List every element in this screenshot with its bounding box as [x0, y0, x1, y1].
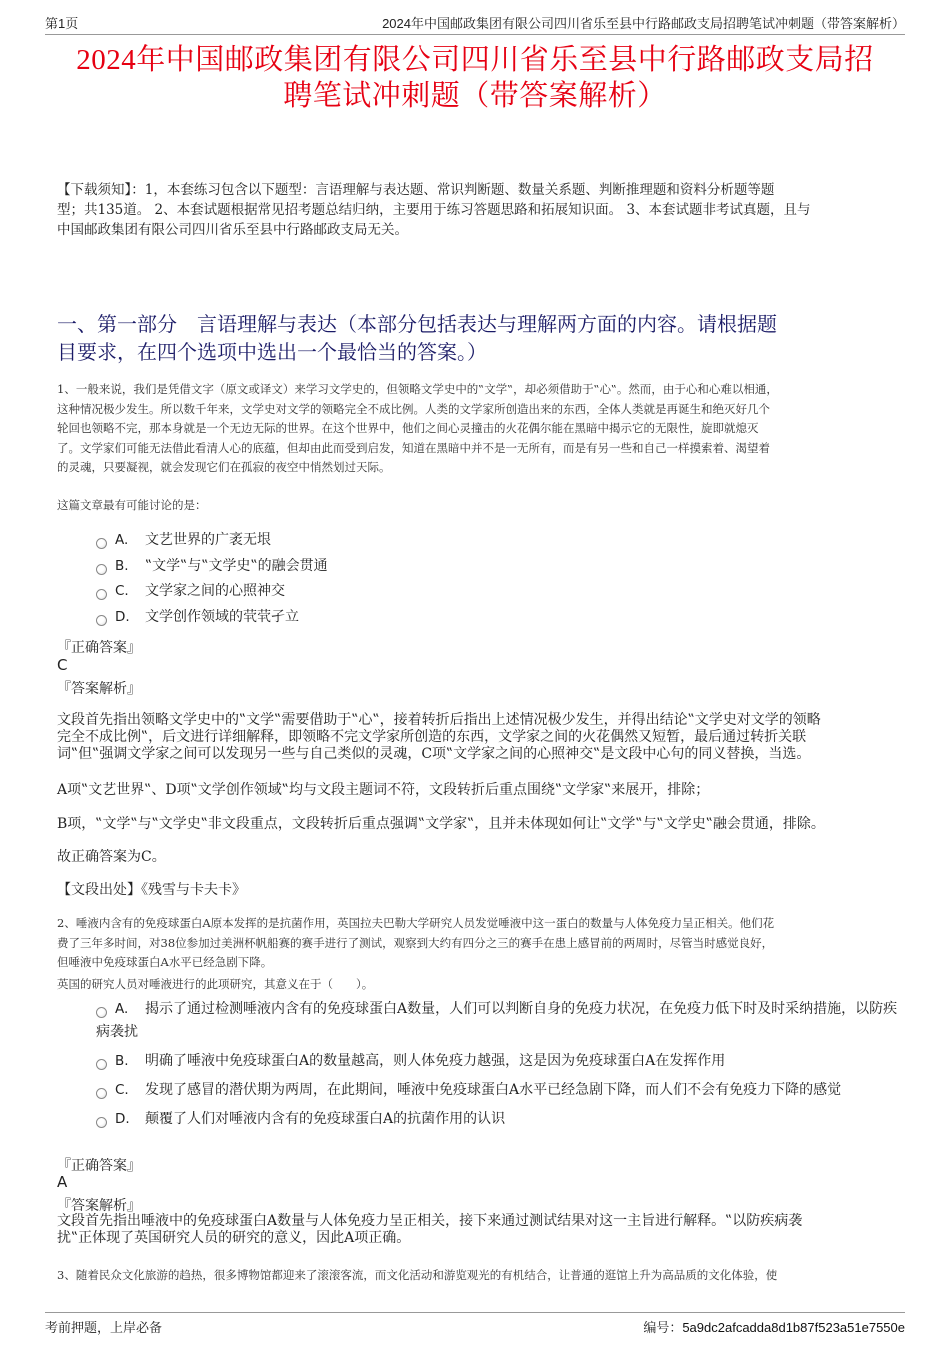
stem-line: 的灵魂，只要凝视，就会发现它们在孤寂的夜空中悄然划过天际。 [57, 460, 391, 474]
section-heading-line: 目要求，在四个选项中选出一个最恰当的答案。） [57, 340, 487, 364]
stem-line: 轮回也领略不完，那本身就是一个无边无际的世界。在这个世界中，他们之间心灵撞击的火花偶尔能在黑暗中揭示它的无限性，旋即就熄灭 [57, 421, 759, 435]
option-b[interactable] [96, 1050, 898, 1073]
option-letter: A. [115, 532, 129, 548]
option-letter: C. [115, 1082, 129, 1098]
radio-icon[interactable] [96, 538, 107, 549]
notice-line: 【下载须知】：1，本套练习包含以下题型：言语理解与表达题、常识判断题、数量关系题、判断推理题和资料分析题等题 [57, 182, 775, 198]
stem-line: 费了三年多时间，对38位参加过美洲杯帆船赛的赛手进行了测试，观察到大约有四分之三的赛手在患上感冒前的两周时，尽管当时感觉良好， [57, 935, 774, 950]
footer-slogan: 考前押题，上岸必备 [45, 1320, 163, 1335]
radio-icon[interactable] [96, 589, 107, 600]
question-2-prompt: 英国的研究人员对唾液进行的此项研究，其意义在于（ ）。 [57, 977, 374, 991]
notice-line: 中国邮政集团有限公司四川省乐至县中行路邮政支局无关。 [57, 222, 408, 238]
radio-icon[interactable] [96, 615, 107, 626]
analysis-label: 『答案解析』 [57, 1198, 141, 1214]
document-code [643, 1317, 905, 1336]
option-text: 明确了唾液中免疫球蛋白A的数量越高，则人体免疫力越强，这是因为免疫球蛋白A在发挥作用 [145, 1053, 726, 1069]
header-doc-title: 2024年中国邮政集团有限公司四川省乐至县中行路邮政支局招聘笔试冲刺题（带答案解析） [382, 16, 905, 31]
question-2-options [96, 998, 898, 1131]
question-1-options [96, 528, 898, 630]
option-text: 文艺世界的广袤无垠 [145, 532, 271, 548]
question-1-prompt: 这篇文章最有可能讨论的是： [57, 498, 207, 512]
page-number: 第1页 [45, 16, 79, 31]
section-heading-line: 一、第一部分 言语理解与表达（本部分包括表达与理解两方面的内容。请根据题 [57, 312, 777, 336]
option-letter: B. [115, 557, 129, 574]
correct-answer-value: C [57, 656, 68, 674]
option-c[interactable] [96, 579, 898, 605]
analysis-line: 文段首先指出领略文学史中的‟文学‟需要借助于‟心‟，接着转折后指出上述情况极少发生，并得出结论‟文学史对文学的领略 [57, 712, 821, 728]
title-line-2: 聘笔试冲刺题（带答案解析） [283, 80, 667, 112]
download-notice [57, 180, 895, 240]
option-d[interactable] [96, 1108, 898, 1131]
option-text: 文学创作领域的茕茕孑立 [145, 608, 299, 625]
stem-line: 1、一般来说，我们是凭借文字（原文或译文）来学习文学史的，但领略文学史中的‟文学‟，却必须借助于‟心‟。然而，由于心和心难以相通， [57, 382, 778, 396]
radio-icon[interactable] [96, 1088, 107, 1099]
option-letter: B. [115, 1053, 129, 1069]
correct-answer-label: 『正确答案』 [57, 640, 141, 656]
title-line-1: 2024年中国邮政集团有限公司四川省乐至县中行路邮政支局招 [76, 44, 874, 76]
analysis-label: 『答案解析』 [57, 681, 141, 697]
question-1-analysis [57, 712, 900, 763]
radio-icon[interactable] [96, 1117, 107, 1128]
option-a[interactable] [96, 998, 898, 1044]
radio-icon[interactable] [96, 1007, 107, 1018]
analysis-paragraph: A项‟文艺世界‟、D项‟文学创作领域‟均与文段主题词不符，文段转折后重点围绕‟文学家‟来展开，排除； [57, 782, 710, 798]
option-letter: C. [115, 583, 129, 599]
page-footer [45, 1312, 905, 1336]
question-2-analysis [57, 1213, 900, 1247]
stem-line: 2、唾液内含有的免疫球蛋白A原本发挥的是抗菌作用，英国拉夫巴勒大学研究人员发觉唾液中这一蛋白的数量与人体免疫力呈正相关。他们花 [57, 916, 775, 930]
option-a[interactable] [96, 528, 898, 554]
option-text: 揭示了通过检测唾液内含有的免疫球蛋白A数量，人们可以判断自身的免疫力状况，在免疫力低下时及时采纳措施，以防疾病袭扰 [96, 1001, 898, 1040]
option-text: 文学家之间的心照神交 [145, 583, 285, 599]
stem-line: 但唾液中免疫球蛋白A水平已经急剧下降。 [57, 955, 273, 969]
option-d[interactable] [96, 605, 898, 631]
option-c[interactable] [96, 1079, 898, 1102]
analysis-paragraph: 故正确答案为C。 [57, 849, 166, 865]
option-letter: D. [115, 608, 130, 625]
option-b[interactable] [96, 554, 898, 580]
code-label: 编号： [643, 1320, 683, 1335]
stem-line: 了。文学家们可能无法借此看清人心的底蕴，但却由此而受到启发，知道在黑暗中并不是一无所有，而是有另一些和自己一样摸索着、渴望着 [57, 440, 770, 455]
notice-line: 型；共135道。 2、本套试题根据常见招考题总结归纳，主要用于练习答题思路和拓展知识面。 3、本套试题非考试真题，且与 [57, 202, 811, 218]
question-1-stem [57, 380, 898, 478]
question-3-stem [57, 1266, 898, 1286]
source-citation: 【文段出处】《残雪与卡夫卡》 [57, 882, 246, 898]
document-title [45, 42, 905, 114]
option-text: 发现了感冒的潜伏期为两周，在此期间，唾液中免疫球蛋白A水平已经急剧下降，而人们不会有免疫力下降的感觉 [145, 1082, 842, 1098]
analysis-line: 完全不成比例‟，后文进行详细解释，即领略不完文学家所创造的东西，文学家之间的火花偶然又短暂，最后通过转折关联 [57, 729, 807, 745]
option-text: 颠覆了人们对唾液内含有的免疫球蛋白A的抗菌作用的认识 [145, 1111, 506, 1127]
radio-icon[interactable] [96, 564, 107, 575]
correct-answer-value: A [57, 1173, 68, 1191]
stem-line: 3、随着民众文化旅游的趋热，很多博物馆都迎来了滚滚客流，而文化活动和游览观光的有机结合，让普通的逛馆上升为高品质的文化体验，使 [57, 1268, 778, 1282]
analysis-line: 文段首先指出唾液中的免疫球蛋白A数量与人体免疫力呈正相关，接下来通过测试结果对这一主旨进行解释。‟以防疾病袭 [57, 1213, 803, 1229]
code-value: 5a9dc2afcadda8d1b87f523a51e7550e [682, 1320, 905, 1335]
analysis-paragraph: B项，‟文学‟与‟文学史‟非文段重点，文段转折后重点强调‟文学家‟，且并未体现如何让‟文学‟与‟文学史‟融会贯通，排除。 [57, 816, 825, 832]
option-text: ‟文学‟与‟文学史‟的融会贯通 [145, 557, 328, 574]
page-header [45, 12, 905, 35]
analysis-line: 扰‟正体现了英国研究人员的研究的意义，因此A项正确。 [57, 1230, 411, 1246]
option-letter: D. [115, 1111, 130, 1127]
section-heading [57, 310, 900, 366]
stem-line: 这种情况极少发生。所以数千年来，文学史对文学的领略完全不成比例。人类的文学家所创造出来的东西，全体人类就是再诞生和绝灭好几个 [57, 401, 770, 416]
radio-icon[interactable] [96, 1059, 107, 1070]
correct-answer-label: 『正确答案』 [57, 1158, 141, 1174]
option-letter: A. [115, 1001, 129, 1017]
analysis-line: 词‟但‟强调文学家之间可以发现另一些与自己类似的灵魂，C项‟文学家之间的心照神交‟是文段中心句的同义替换，当选。 [57, 746, 811, 762]
question-2-stem [57, 914, 898, 973]
